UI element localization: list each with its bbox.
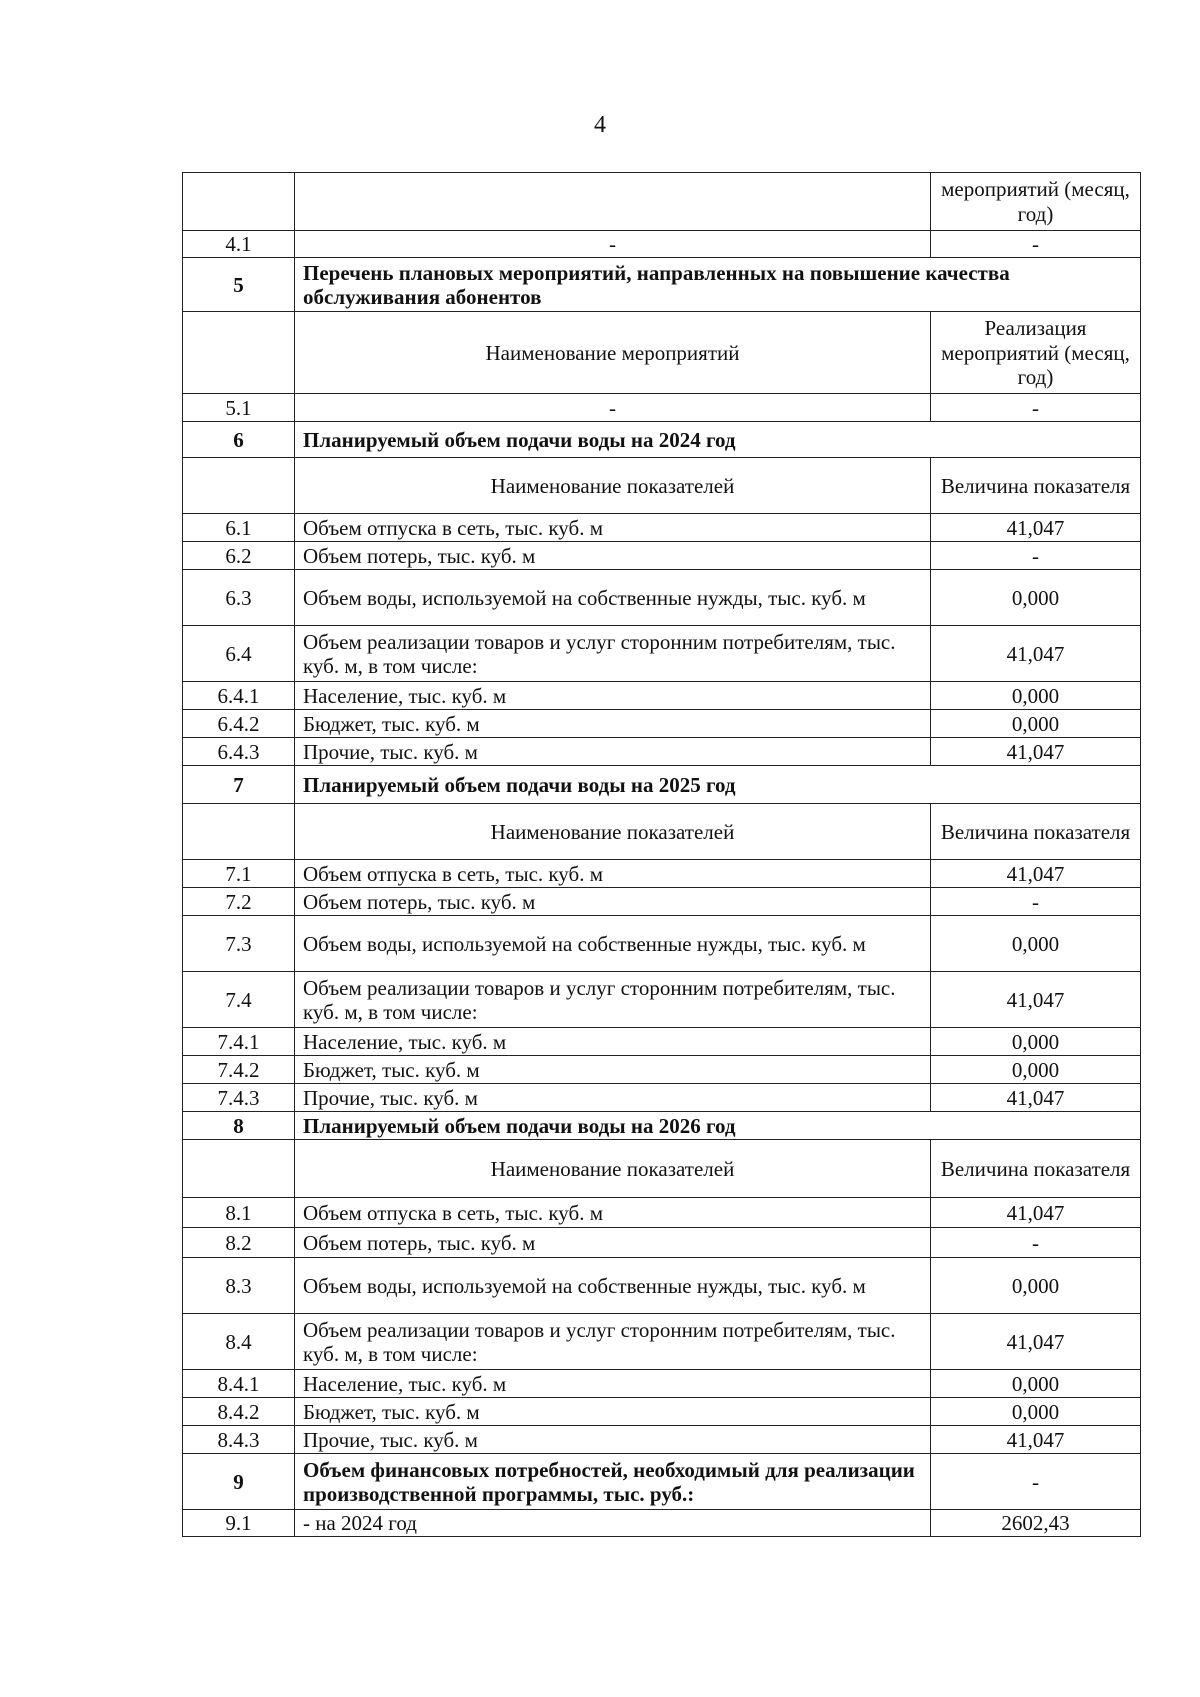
row-number <box>183 458 295 514</box>
row-name: Бюджет, тыс. куб. м <box>295 1056 931 1084</box>
row-name: - <box>295 231 931 258</box>
row-number: 4.1 <box>183 231 295 258</box>
table-row <box>183 916 1141 972</box>
table-row <box>183 394 1141 422</box>
row-number: 8.2 <box>183 1228 295 1258</box>
section-number: 7 <box>183 766 295 804</box>
section-title: Планируемый объем подачи воды на 2025 год <box>295 766 1141 804</box>
table-row <box>183 1398 1141 1426</box>
row-value: 41,047 <box>931 1426 1141 1454</box>
table-row <box>183 1510 1141 1537</box>
row-number: 6.4.3 <box>183 738 295 766</box>
row-number: 8.4.1 <box>183 1370 295 1398</box>
row-number: 6.4.2 <box>183 710 295 738</box>
row-number: 5.1 <box>183 394 295 422</box>
section-number: 6 <box>183 422 295 458</box>
page-number: 4 <box>594 112 606 138</box>
row-number <box>183 173 295 231</box>
table-row <box>183 1454 1141 1510</box>
row-number: 8.3 <box>183 1258 295 1314</box>
row-number: 7.3 <box>183 916 295 972</box>
row-number: 8.1 <box>183 1198 295 1228</box>
row-name: Население, тыс. куб. м <box>295 682 931 710</box>
row-value: 41,047 <box>931 514 1141 542</box>
row-value: 0,000 <box>931 682 1141 710</box>
row-number: 7.2 <box>183 888 295 916</box>
table-row <box>183 1056 1141 1084</box>
table-row <box>183 514 1141 542</box>
row-name: Объем отпуска в сеть, тыс. куб. м <box>295 1198 931 1228</box>
column-header-value: Величина показателя <box>931 804 1141 860</box>
row-value: 41,047 <box>931 738 1141 766</box>
row-value: 0,000 <box>931 916 1141 972</box>
table-row <box>183 542 1141 570</box>
table-row <box>183 1140 1141 1198</box>
row-number: 7.4 <box>183 972 295 1028</box>
row-name: Бюджет, тыс. куб. м <box>295 710 931 738</box>
row-number <box>183 312 295 394</box>
row-name: Объем реализации товаров и услуг сторонним потребителям, тыс. куб. м, в том числе: <box>295 972 931 1028</box>
table-row <box>183 312 1141 394</box>
row-number: 9.1 <box>183 1510 295 1537</box>
table-row <box>183 766 1141 804</box>
row-value: 2602,43 <box>931 1510 1141 1537</box>
table-row <box>183 1258 1141 1314</box>
table-row <box>183 173 1141 231</box>
table-row <box>183 422 1141 458</box>
row-value: - <box>931 542 1141 570</box>
row-value: 0,000 <box>931 710 1141 738</box>
row-value: 0,000 <box>931 1056 1141 1084</box>
row-name: Объем потерь, тыс. куб. м <box>295 1228 931 1258</box>
row-value: 0,000 <box>931 570 1141 626</box>
column-header-name: Наименование показателей <box>295 458 931 514</box>
row-name: Объем воды, используемой на собственные нужды, тыс. куб. м <box>295 570 931 626</box>
row-name: Объем отпуска в сеть, тыс. куб. м <box>295 860 931 888</box>
column-header-value: Величина показателя <box>931 1140 1141 1198</box>
row-number <box>183 804 295 860</box>
table-row <box>183 1370 1141 1398</box>
row-name: Объем потерь, тыс. куб. м <box>295 888 931 916</box>
row-name: Прочие, тыс. куб. м <box>295 738 931 766</box>
table-row <box>183 458 1141 514</box>
section-number: 8 <box>183 1112 295 1140</box>
row-number: 6.4.1 <box>183 682 295 710</box>
row-number: 6.4 <box>183 626 295 682</box>
row-value: мероприятий (месяц, год) <box>931 173 1141 231</box>
column-header-value: Величина показателя <box>931 458 1141 514</box>
row-value: - <box>931 394 1141 422</box>
table-row <box>183 1084 1141 1112</box>
table-row <box>183 1314 1141 1370</box>
table-row <box>183 1198 1141 1228</box>
row-number: 7.1 <box>183 860 295 888</box>
row-name: Объем потерь, тыс. куб. м <box>295 542 931 570</box>
row-value: 41,047 <box>931 1198 1141 1228</box>
row-value: 0,000 <box>931 1258 1141 1314</box>
row-name: Объем воды, используемой на собственные нужды, тыс. куб. м <box>295 916 931 972</box>
table-row <box>183 231 1141 258</box>
row-value: - <box>931 1454 1141 1510</box>
table-row <box>183 258 1141 312</box>
row-name <box>295 173 931 231</box>
section-title: Планируемый объем подачи воды на 2026 год <box>295 1112 1141 1140</box>
table-row <box>183 710 1141 738</box>
table-row <box>183 888 1141 916</box>
section-number: 9 <box>183 1454 295 1510</box>
row-value: 41,047 <box>931 860 1141 888</box>
row-number: 8.4.2 <box>183 1398 295 1426</box>
row-number: 7.4.3 <box>183 1084 295 1112</box>
row-value: 41,047 <box>931 1314 1141 1370</box>
table-row <box>183 1028 1141 1056</box>
table-row <box>183 1112 1141 1140</box>
row-name: Объем воды, используемой на собственные нужды, тыс. куб. м <box>295 1258 931 1314</box>
section-number: 5 <box>183 258 295 312</box>
table-row <box>183 570 1141 626</box>
row-name: Население, тыс. куб. м <box>295 1370 931 1398</box>
program-table <box>182 172 1141 1537</box>
column-header-name: Наименование мероприятий <box>295 312 931 394</box>
row-value: 0,000 <box>931 1370 1141 1398</box>
row-number <box>183 1140 295 1198</box>
row-name: Объем отпуска в сеть, тыс. куб. м <box>295 514 931 542</box>
row-name: Прочие, тыс. куб. м <box>295 1084 931 1112</box>
row-name: Прочие, тыс. куб. м <box>295 1426 931 1454</box>
table-row <box>183 738 1141 766</box>
row-name: - <box>295 394 931 422</box>
table-row <box>183 804 1141 860</box>
row-number: 8.4 <box>183 1314 295 1370</box>
table-row <box>183 1228 1141 1258</box>
row-number: 6.1 <box>183 514 295 542</box>
row-value: - <box>931 231 1141 258</box>
column-header-name: Наименование показателей <box>295 1140 931 1198</box>
row-number: 8.4.3 <box>183 1426 295 1454</box>
table-row <box>183 1426 1141 1454</box>
table-row <box>183 682 1141 710</box>
row-name: - на 2024 год <box>295 1510 931 1537</box>
row-name: Бюджет, тыс. куб. м <box>295 1398 931 1426</box>
row-value: 41,047 <box>931 1084 1141 1112</box>
row-value: 0,000 <box>931 1028 1141 1056</box>
row-number: 7.4.2 <box>183 1056 295 1084</box>
row-name: Объем реализации товаров и услуг сторонним потребителям, тыс. куб. м, в том числе: <box>295 626 931 682</box>
row-name: Объем финансовых потребностей, необходимый для реализации производственной программы, тыс. руб.: <box>295 1454 931 1510</box>
column-header-name: Наименование показателей <box>295 804 931 860</box>
row-name: Объем реализации товаров и услуг сторонним потребителям, тыс. куб. м, в том числе: <box>295 1314 931 1370</box>
row-value: 0,000 <box>931 1398 1141 1426</box>
row-number: 6.2 <box>183 542 295 570</box>
section-title: Планируемый объем подачи воды на 2024 год <box>295 422 1141 458</box>
table-row <box>183 972 1141 1028</box>
row-value: - <box>931 888 1141 916</box>
row-value: 41,047 <box>931 626 1141 682</box>
row-value: - <box>931 1228 1141 1258</box>
row-name: Население, тыс. куб. м <box>295 1028 931 1056</box>
table-row <box>183 860 1141 888</box>
row-value: 41,047 <box>931 972 1141 1028</box>
table-row <box>183 626 1141 682</box>
row-number: 6.3 <box>183 570 295 626</box>
column-header-value: Реализация мероприятий (месяц, год) <box>931 312 1141 394</box>
row-number: 7.4.1 <box>183 1028 295 1056</box>
section-title: Перечень плановых мероприятий, направленных на повышение качества обслуживания абонентов <box>295 258 1141 312</box>
